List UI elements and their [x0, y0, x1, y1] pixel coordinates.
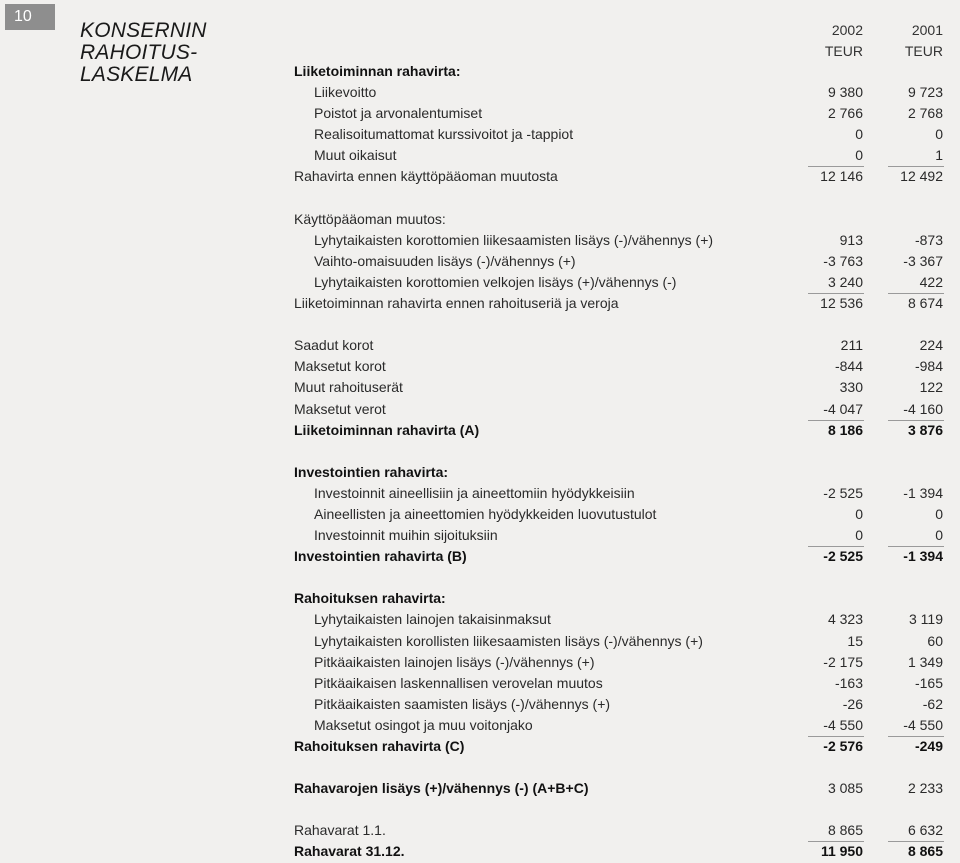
table-row: Investoinnit aineellisiin ja aineettomiin hyödykkeisiin -2 525 -1 394	[314, 484, 943, 501]
total-row-b: Investointien rahavirta (B) -2 525 -1 394	[0, 546, 960, 567]
table-row: Lyhytaikaisten korottomien velkojen lisäys (+)/vähennys (-) 3 240 422	[314, 273, 943, 290]
title-line-1: KONSERNIN	[80, 19, 207, 42]
net-change-row: Rahavarojen lisäys (+)/vähennys (-) (A+B+C) 3 085 2 233	[294, 780, 943, 797]
page-number: 10	[5, 4, 55, 30]
table-row: Vaihto-omaisuuden lisäys (-)/vähennys (+) -3 763 -3 367	[314, 252, 943, 269]
table-row: Lyhytaikaisten korollisten liikesaamisten lisäys (-)/vähennys (+) 15 60	[314, 632, 943, 649]
column-header-2002	[793, 20, 863, 62]
table-row: Maksetut osingot ja muu voitonjako -4 550 -4 550	[314, 716, 943, 733]
table-row: Poistot ja arvonalentumiset 2 766 2 768	[314, 105, 943, 122]
table-row: Muut rahoituserät 330 122	[294, 379, 943, 396]
table-row: Investoinnit muihin sijoituksiin 0 0	[314, 527, 943, 544]
subtotal-row: Liiketoiminnan rahavirta ennen rahoituseriä ja veroja 12 536 8 674	[0, 293, 960, 314]
table-row: Pitkäaikaisten lainojen lisäys (-)/vähennys (+) -2 175 1 349	[314, 653, 943, 670]
column-header-2001	[873, 20, 943, 62]
section-heading-financing: Rahoituksen rahavirta:	[294, 590, 446, 607]
section-heading-working-capital: Käyttöpääoman muutos:	[294, 210, 446, 227]
cash-opening-row: Rahavarat 1.1. 8 865 6 632	[294, 822, 943, 839]
unit-label: TEUR	[904, 43, 943, 59]
year-label: 2002	[831, 22, 863, 38]
table-row: Muut oikaisut 0 1	[314, 147, 943, 164]
year-label: 2001	[911, 22, 943, 38]
cash-flow-table	[0, 61, 960, 863]
table-row: Realisoitumattomat kurssivoitot ja -tappiot 0 0	[314, 126, 943, 143]
table-row: Maksetut korot -844 -984	[294, 358, 943, 375]
table-row: Lyhytaikaisten lainojen takaisinmaksut 4 323 3 119	[314, 611, 943, 628]
section-heading-investing: Investointien rahavirta:	[294, 463, 449, 480]
cash-closing-row: Rahavarat 31.12. 11 950 8 865	[0, 841, 960, 862]
table-row: Saadut korot 211 224	[294, 337, 943, 354]
total-row-a: Liiketoiminnan rahavirta (A) 8 186 3 876	[0, 420, 960, 441]
total-row-c: Rahoituksen rahavirta (C) -2 576 -249	[0, 736, 960, 757]
table-row: Aineellisten ja aineettomien hyödykkeiden luovutustulot 0 0	[314, 505, 943, 522]
section-heading-operating: Liiketoiminnan rahavirta:	[294, 63, 461, 79]
subtotal-row: Rahavirta ennen käyttöpääoman muutosta 12 146 12 492	[0, 166, 960, 187]
title-line-3: LASKELMA	[80, 63, 193, 86]
table-row: Pitkäaikaisten saamisten lisäys (-)/vähennys (+) -26 -62	[314, 695, 943, 712]
unit-label: TEUR	[824, 43, 863, 59]
table-row: Liikevoitto 9 380 9 723	[314, 84, 943, 101]
table-row: Maksetut verot -4 047 -4 160	[294, 400, 943, 417]
title-line-2: RAHOITUS-	[80, 41, 198, 64]
table-row: Pitkäaikaisen laskennallisen verovelan muutos -163 -165	[314, 674, 943, 691]
table-row: Lyhytaikaisten korottomien liikesaamisten lisäys (-)/vähennys (+) 913 -873	[314, 231, 943, 248]
